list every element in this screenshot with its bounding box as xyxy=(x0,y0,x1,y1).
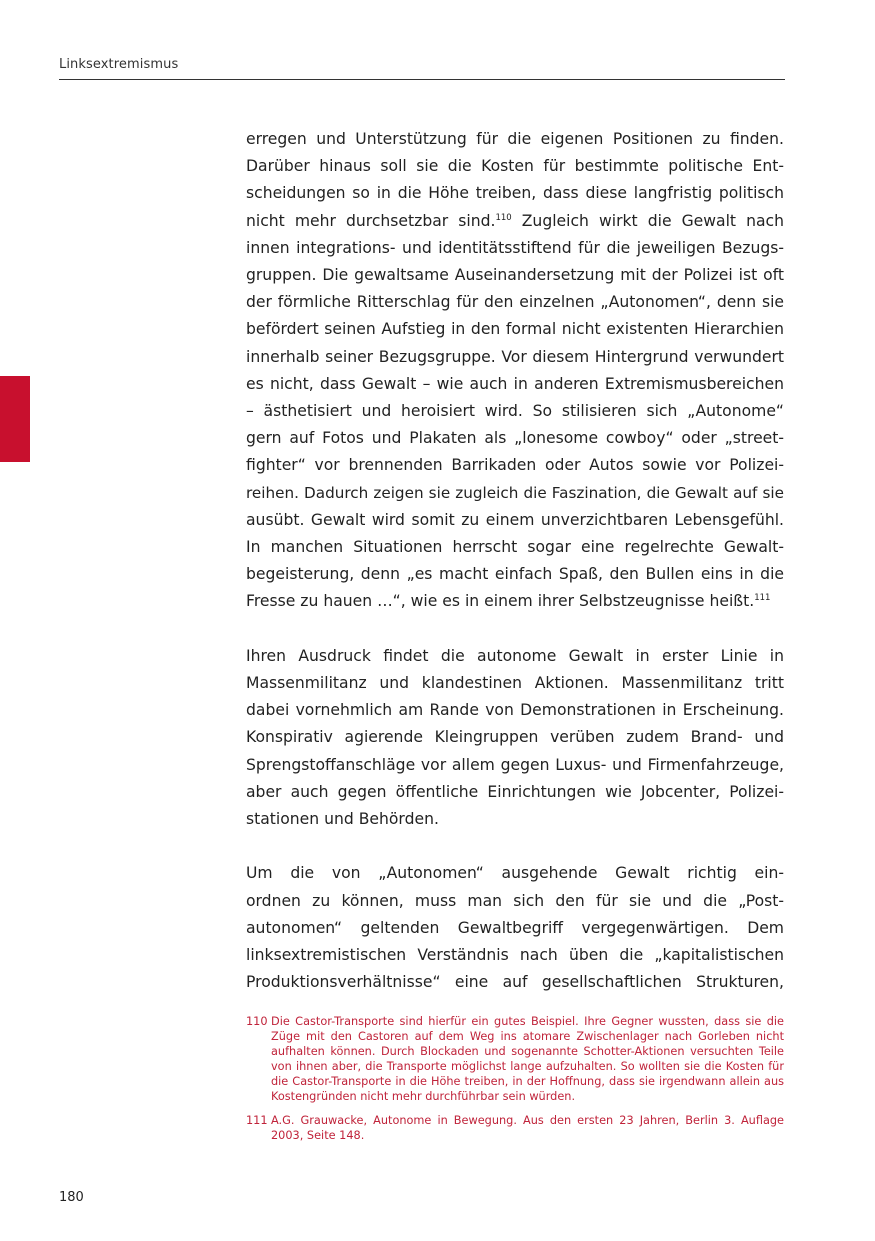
text-line xyxy=(246,208,784,235)
header-rule xyxy=(59,79,785,80)
footnote-number: 110 xyxy=(246,1015,268,1028)
body-text xyxy=(246,126,784,1024)
text-line: Ihren Ausdruck findet die autonome Gewalt in erster Linie in xyxy=(246,646,784,665)
text-line: der förmliche Ritterschlag für den einzelnen „Autonomen“, denn sie xyxy=(246,293,784,312)
text-line: In manchen Situationen herrscht sogar eine regelrechte Gewalt- xyxy=(246,538,784,557)
text-fragment: nicht mehr durchsetzbar sind. xyxy=(246,211,496,230)
text-line: gruppen. Die gewaltsame Auseinandersetzung mit der Polizei ist oft xyxy=(246,266,784,285)
text-line: befördert seinen Aufstieg in den formal nicht existenten Hierarchien xyxy=(246,320,784,339)
text-line: Sprengstoffanschläge vor allem gegen Luxus- und Firmenfahrzeuge, xyxy=(246,755,784,774)
footnote-line: Züge mit den Castoren auf dem Weg ins atomare Zwischenlager nach Gorleben nicht xyxy=(271,1030,784,1043)
text-line: Massenmilitanz und klandestinen Aktionen. Massenmilitanz tritt xyxy=(246,674,784,693)
footnote-line: die Castor-Transporte in die Höhe treiben, in der Hoffnung, dass sie irgendwann allein aus xyxy=(271,1075,784,1088)
text-line: gern auf Fotos und Plakaten als „lonesome cowboy“ oder „street- xyxy=(246,429,784,448)
text-line: ausübt. Gewalt wird somit zu einem unverzichtbaren Lebensgefühl. xyxy=(246,510,784,529)
footnote-110 xyxy=(246,1014,784,1104)
footnote-line: 2003, Seite 148. xyxy=(271,1129,365,1142)
text-line: fighter“ vor brennenden Barrikaden oder Autos sowie vor Polizei- xyxy=(246,456,784,475)
text-line: scheidungen so in die Höhe treiben, dass diese langfristig politisch xyxy=(246,184,784,203)
page-number: 180 xyxy=(59,1190,84,1205)
text-line: innen integrations- und identitätsstiftend für die jeweiligen Bezugs- xyxy=(246,238,784,257)
footnote-number: 111 xyxy=(246,1114,268,1127)
text-line: begeisterung, denn „es macht einfach Spaß, den Bullen eins in die xyxy=(246,565,784,584)
text-line: aber auch gegen öffentliche Einrichtungen wie Jobcenter, Polizei- xyxy=(246,782,784,801)
footnote-ref-111[interactable]: 111 xyxy=(754,593,771,604)
footnote-line: A.G. Grauwacke, Autonome in Bewegung. Aus den ersten 23 Jahren, Berlin 3. Auflage xyxy=(271,1114,784,1127)
footnote-text xyxy=(271,1014,784,1104)
text-line: Um die von „Autonomen“ ausgehende Gewalt richtig ein- xyxy=(246,864,784,883)
footnote-111 xyxy=(246,1113,784,1143)
text-line: innerhalb seiner Bezugsgruppe. Vor diesem Hintergrund verwundert xyxy=(246,347,784,366)
text-line: ordnen zu können, muss man sich den für sie und die „Post- xyxy=(246,891,784,910)
text-line: erregen und Unterstützung für die eigenen Positionen zu finden. xyxy=(246,130,784,148)
text-line: Konspirativ agierende Kleingruppen verüben zudem Brand- und xyxy=(246,728,784,747)
text-fragment: Fresse zu hauen …“, wie es in einem ihrer Selbstzeugnisse heißt. xyxy=(246,592,755,611)
text-line: Produktionsverhältnisse“ eine auf gesellschaftlichen Strukturen, xyxy=(246,973,784,992)
text-line: Darüber hinaus soll sie die Kosten für bestimmte politische Ent- xyxy=(246,157,784,176)
running-head-title: Linksextremismus xyxy=(59,57,179,72)
footnotes xyxy=(246,1014,784,1152)
footnote-line: Die Castor-Transporte sind hierfür ein gutes Beispiel. Ihre Gegner wussten, dass sie die xyxy=(271,1015,784,1028)
text-line xyxy=(246,588,784,615)
text-fragment: Zugleich wirkt die Gewalt nach xyxy=(511,211,784,230)
paragraph-2 xyxy=(246,643,784,833)
text-line: reihen. Dadurch zeigen sie zugleich die Faszination, die Gewalt auf sie xyxy=(246,483,784,502)
footnote-line: aufhalten können. Durch Blockaden und sogenannte Schotter-Aktionen versuchten Teile xyxy=(271,1045,784,1058)
text-line: dabei vornehmlich am Rande von Demonstrationen in Erscheinung. xyxy=(246,701,784,720)
text-line: – ästhetisiert und heroisiert wird. So stilisieren sich „Autonome“ xyxy=(246,402,784,421)
text-line: linksextremistischen Verständnis nach üben die „kapitalistischen xyxy=(246,946,784,965)
text-line: autonomen“ geltenden Gewaltbegriff vergegenwärtigen. Dem xyxy=(246,918,784,937)
chapter-marker-tab xyxy=(0,376,30,462)
paragraph-1 xyxy=(246,126,784,616)
text-line: stationen und Behörden. xyxy=(246,810,439,829)
footnote-text xyxy=(271,1113,784,1143)
text-line: es nicht, dass Gewalt – wie auch in anderen Extremismusbereichen xyxy=(246,374,784,393)
paragraph-3 xyxy=(246,860,784,996)
footnote-line: Kostengründen nicht mehr durchführbar sein würden. xyxy=(271,1090,576,1103)
footnote-ref-110[interactable]: 110 xyxy=(495,212,512,223)
footnote-line: von ihnen aber, die Transporte möglichst lange aufzuhalten. So wollten sie die Kosten für xyxy=(271,1060,784,1073)
